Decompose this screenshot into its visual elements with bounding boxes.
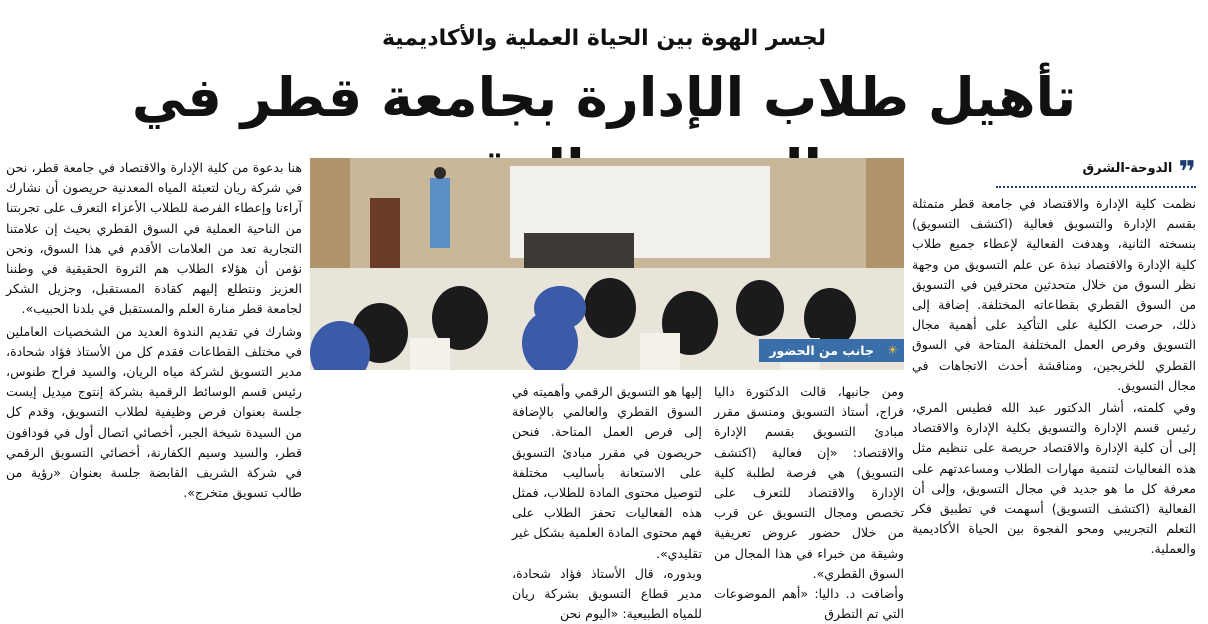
article-column-bottom-middle xyxy=(512,382,702,624)
quote-icon: ❞ xyxy=(1178,155,1196,190)
caption-text: جانب من الحضور xyxy=(769,343,874,358)
article-column-right xyxy=(912,155,1196,562)
byline xyxy=(912,155,1196,190)
article-column-bottom-right xyxy=(714,382,904,624)
headline: تأهيل طلاب الإدارة بجامعة قطر في xyxy=(131,66,1077,129)
byline-rule xyxy=(996,186,1196,188)
article-column-left xyxy=(6,158,302,505)
paragraph: ومن جانبها، قالت الدكتورة داليا فراج، أستاذ التسويق ومنسق مقرر مبادئ التسويق بقسم الإدارة والاقتصاد: «إن فعالية (اكتشف التسويق) هي فرصة لطلبة كلية الإدارة والاقتصاد للتعرف على تخصص ومجال التسويق عن قرب من خلال حضور عروض تعريفية وشيقة من خبراء في هذا المجال من السوق القطري». وأضافت د. داليا: «أهم الموضوعات التي تم التطرق xyxy=(714,384,904,622)
byline-text: الدوحة-الشرق xyxy=(1082,160,1173,176)
paragraph: وفي كلمته، أشار الدكتور عبد الله فطيس المري، رئيس قسم الإدارة والتسويق بكلية الإدارة والاقتصاد إلى أن كلية الإدارة والاقتصاد حريصة على تنظيم مثل هذه الفعاليات لتنمية مهارات الطلاب ومساعدتهم على معرفة كل ما هو جديد في مجال التسويق، وإلى أن الفعالية (اكتشف التسويق) أسهمت في تطبيق فكر التعلم التجريبي ومحو الفجوة بين الحياة الأكاديمية والعملية. xyxy=(912,400,1196,557)
paragraph: وشارك في تقديم الندوة العديد من الشخصيات العاملين في مختلف القطاعات فقدم كل من الأستاذ فؤاد شحادة، مدير التسويق لشركة مياه الريان، والسيد فراح طنوس، رئيس قسم الوسائط الرقمية بشركة إنتوج ميديل إيست جلسة بعنوان فرص وظيفية لطلاب التسويق، وقدم كل من السيدة شيخة الجبر، أخصائي اتصال أول في فودافون قطر، والسيد وسيم الكفارنة، أخصائي التسويق الرقمي في شركة الشريف القابضة جلسة بعنوان «رؤية من طالب تسويق متخرج». xyxy=(6,323,302,501)
paragraph: هنا بدعوة من كلية الإدارة والاقتصاد في جامعة قطر، نحن في شركة ريان لتعبئة المياه المعدنية حريصون أن نشارك آراءنا وإعطاء الفرصة للطلاب الأعزاء التعرف على تجربتنا من الناحية العملية في السوق القطري بحيث إن علامتنا التجارية تعد من العلامات الأقدم في هذا السوق، ونحن نؤمن أن هؤلاء الطلاب هم الثروة الحقيقية في وطننا العزيز ونتطلع إليهم كقادة المستقبل، وجزيل الشكر لجامعة قطر منارة العلم والمستقبل في بلدنا الحبيب». xyxy=(6,160,302,317)
paragraph: نظمت كلية الإدارة والاقتصاد في جامعة قطر متمثلة بقسم الإدارة والتسويق فعالية (اكتشف التسويق) بنسخته الثانية، وهدفت الفعالية لإعطاء جميع طلاب كلية الإدارة والاقتصاد نبذة عن علم التسويق من وجهة نظر السوق من خلال متحدثين محترفين في التسويق من السوق القطري بقطاعاته المختلفة. إضافة إلى ذلك، حرصت الكلية على التأكيد على أهمية مجال التسويق وفرص العمل المختلفة المتاحة في السوق القطري للخريجين، ومناقشة أحدث الاتجاهات في مجال التسويق. xyxy=(912,196,1196,393)
event-photo xyxy=(310,158,904,370)
kicker: لجسر الهوة بين الحياة العملية والأكاديمية xyxy=(381,26,827,51)
paragraph: إليها هو التسويق الرقمي وأهميته في السوق القطري والعالمي بالإضافة إلى فرص العمل المتاحة. فنحن حريصون في مقرر مبادئ التسويق على الاستعانة بأساليب مختلفة لتوصيل محتوى المادة للطلاب، فمثل هذه الفعاليات تحفز الطلاب على فهم محتوى المادة العلمية بشكل غير تقليدي». وبدوره، قال الأستاذ فؤاد شحادة، مدير قطاع التسويق بشركة ريان للمياه الطبيعية: «اليوم نحن xyxy=(512,384,702,622)
bottom-columns xyxy=(310,382,904,622)
photo-caption xyxy=(759,339,904,362)
sun-logo-icon: ☀ xyxy=(887,343,898,357)
